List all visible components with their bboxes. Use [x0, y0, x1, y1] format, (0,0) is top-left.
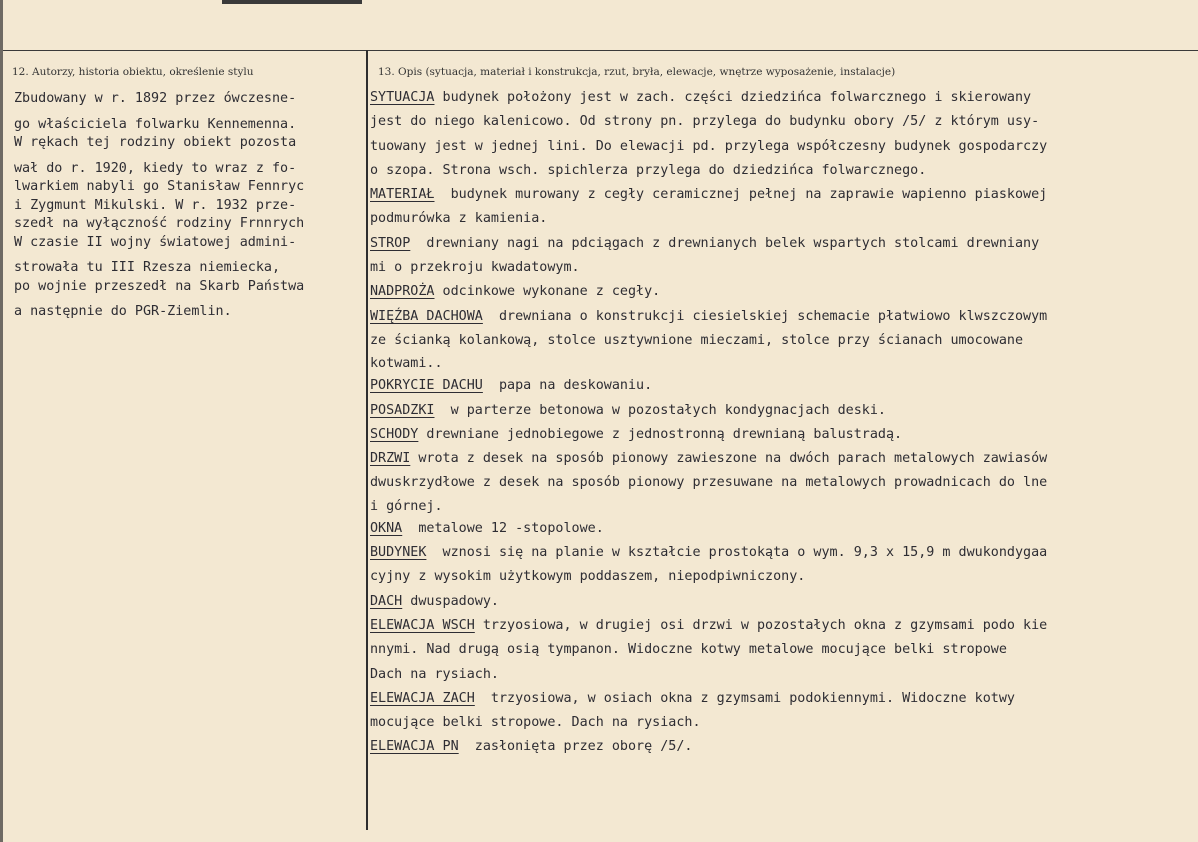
description-line [370, 353, 1196, 374]
history-text [14, 90, 374, 322]
history-line: i Zygmunt Mikulski. W r. 1932 prze- [14, 197, 297, 213]
description-line [370, 159, 1196, 183]
description-line [370, 329, 1196, 353]
description-line [370, 183, 1196, 207]
description-text-run: trzyosiowa, w osiach okna z gzymsami podokiennymi. Widoczne kotwy [474, 690, 1015, 706]
history-line: Zbudowany w r. 1892 przez ówczesne- [14, 91, 297, 106]
description-line [370, 232, 1196, 256]
section-keyword: SCHODY [370, 426, 419, 442]
description-text-run: podmurówka z kamienia. [370, 211, 548, 227]
description-line [370, 423, 1196, 447]
section-13-label: 13. Opis (sytuacja, materiał i konstrukcja, rzut, bryła, elewacje, wnętrze wyposażenie, instalacje) [378, 66, 896, 78]
section-keyword: POKRYCIE DACHU [370, 378, 483, 394]
history-line: go właściciela folwarku Kennemenna. [14, 116, 297, 132]
description-text-run: dwuspadowy. [402, 593, 499, 609]
description-line [370, 735, 1196, 759]
section-keyword: SYTUACJA [370, 90, 435, 105]
description-text-run: Dach na rysiach. [370, 666, 499, 682]
section-keyword: ELEWACJA ZACH [370, 690, 475, 706]
description-line [370, 280, 1196, 304]
description-text-run: budynek położony jest w zach. części dziedzińca folwarcznego i skierowany [434, 90, 1032, 105]
description-text-run: kotwami.. [370, 356, 443, 372]
description-text-run: dwuskrzydłowe z desek na sposób pionowy przesuwane na metalowych prowadnicach do lne [370, 475, 1048, 491]
description-text-run: w parterze betonowa w pozostałych kondygnacjach deski. [434, 402, 886, 418]
description-line [370, 305, 1196, 329]
history-line: lwarkiem nabyli go Stanisław Fennryc [14, 179, 305, 194]
history-line: W rękach tej rodziny obiekt pozosta [14, 135, 297, 150]
description-text-run: trzyosiowa, w drugiej osi drzwi w pozostałych okna z gzymsami podo kie [474, 617, 1048, 633]
section-keyword: MATERIAŁ [370, 187, 435, 203]
description-line [370, 638, 1196, 662]
history-line: po wojnie przeszedł na Skarb Państwa [14, 278, 305, 294]
top-mark [222, 0, 362, 4]
description-text-run: jest do niego kalenicowo. Od strony pn. przylega do budynku obory /5/ z którym usy- [370, 114, 1040, 130]
section-keyword: DRZWI [370, 451, 411, 467]
header-rule [3, 50, 1198, 51]
description-line [370, 447, 1196, 471]
description-line [370, 517, 1196, 541]
history-line: strowała tu III Rzesza niemiecka, [14, 260, 281, 275]
description-text-run: tuowany jest w jednej lini. Do elewacji pd. przylega współczesny budynek gospodarczy [370, 138, 1048, 154]
section-keyword: ELEWACJA PN [370, 739, 459, 755]
description-line [370, 541, 1196, 565]
history-line: wał do r. 1920, kiedy to wraz z fo- [14, 160, 297, 176]
history-line: W czasie II wojny światowej admini- [14, 234, 297, 250]
description-text-run: o szopa. Strona wsch. spichlerza przylega do dziedzińca folwarcznego. [370, 162, 927, 178]
section-keyword: OKNA [370, 520, 403, 536]
description-line [370, 471, 1196, 495]
section-keyword: NADPROŻA [370, 284, 435, 300]
section-keyword: BUDYNEK [370, 545, 427, 561]
description-text-run: zasłonięta przez oborę /5/. [458, 739, 693, 755]
sheet-edge [0, 0, 3, 842]
description-line [370, 374, 1196, 398]
section-keyword: STROP [370, 235, 411, 251]
description-line [370, 565, 1196, 589]
description-line [370, 687, 1196, 711]
description-text-run: budynek murowany z cegły ceramicznej pełnej na zaprawie wapienno piaskowej [434, 187, 1048, 203]
description-text-run: nnymi. Nad drugą osią tympanon. Widoczne kotwy metalowe mocujące belki stropowe [370, 642, 1007, 658]
description-line [370, 135, 1196, 159]
description-text-run: i górnej. [370, 498, 443, 514]
description-line [370, 399, 1196, 423]
description-line [370, 496, 1196, 517]
section-keyword: ELEWACJA WSCH [370, 617, 475, 633]
description-line [370, 614, 1196, 638]
history-line: szedł na wyłączność rodziny Frnnrych [14, 216, 305, 231]
description-text-run: drewniane jednobiegowe z jednostronną drewnianą balustradą. [418, 426, 903, 442]
description-text-run: ze ścianką kolankową, stolce usztywnione mieczami, stolce przy ścianach umocowane [370, 332, 1024, 348]
description-line [370, 711, 1196, 735]
description-text-run: mi o przekroju kwadatowym. [370, 260, 580, 276]
section-keyword: DACH [370, 593, 403, 609]
section-keyword: POSADZKI [370, 402, 435, 418]
description-line [370, 86, 1196, 110]
description-text-run: wrota z desek na sposób pionowy zawieszone na dwóch parach metalowych zawiasów [410, 451, 1048, 467]
description-text-run: cyjny z wysokim użytkowym poddaszem, niepodpiwniczony. [370, 569, 806, 585]
history-line: a następnie do PGR-Ziemlin. [14, 304, 232, 319]
description-line [370, 110, 1196, 134]
section-12-label: 12. Autorzy, historia obiektu, określenie stylu [12, 66, 254, 78]
description-text-run: mocujące belki stropowe. Dach na rysiach. [370, 715, 701, 731]
description-text [370, 86, 1196, 760]
description-text-run: drewniana o konstrukcji ciesielskiej schemacie płatwiowo klwszczowym [482, 308, 1048, 324]
description-text-run: wznosi się na planie w kształcie prostokąta o wym. 9,3 x 15,9 m dwukondygaa [426, 545, 1048, 561]
section-keyword: WIĘŹBA DACHOWA [370, 308, 483, 324]
description-text-run: metalowe 12 -stopolowe. [402, 520, 604, 536]
description-line [370, 663, 1196, 687]
description-line [370, 207, 1196, 231]
description-text-run: drewniany nagi na pdciągach z drewnianych belek wspartych stolcami drewniany [410, 235, 1040, 251]
description-line [370, 256, 1196, 280]
description-text-run: papa na deskowaniu. [482, 378, 653, 394]
description-line [370, 590, 1196, 614]
description-text-run: odcinkowe wykonane z cegły. [434, 284, 661, 300]
